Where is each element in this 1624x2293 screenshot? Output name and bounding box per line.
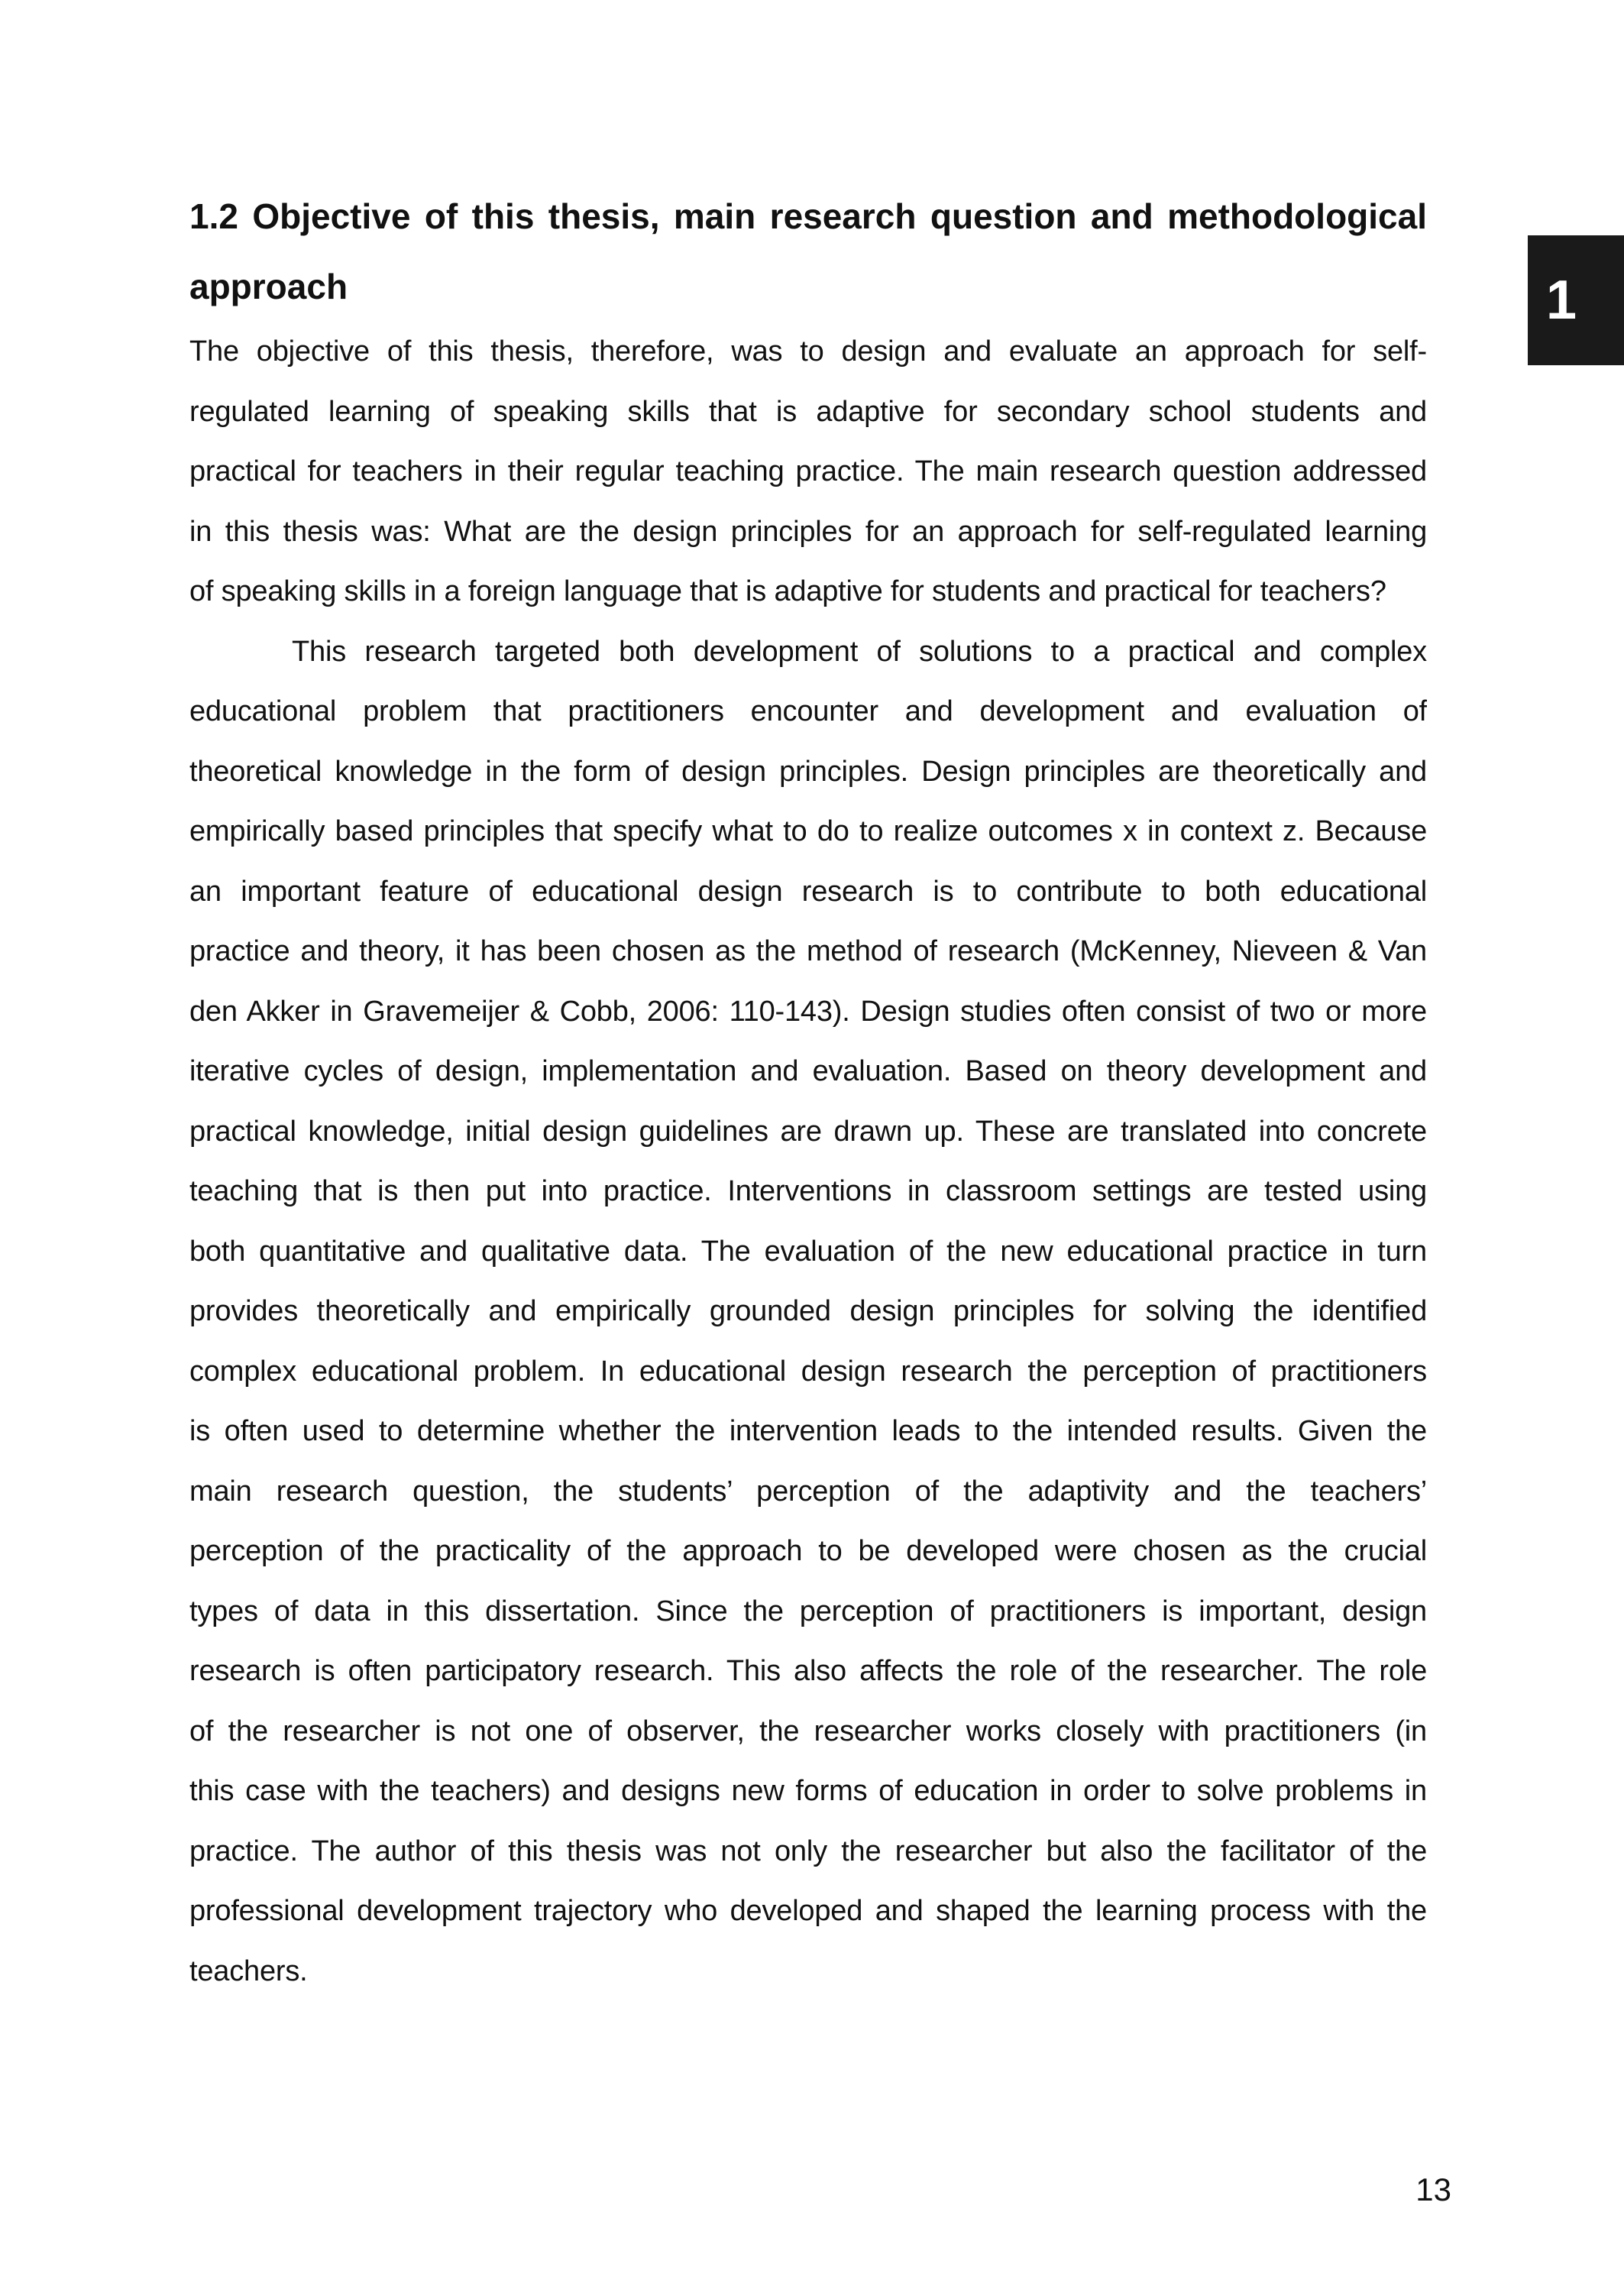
- body-line: den Akker in Gravemeijer & Cobb, 2006: 110-143). Design studies often consist of two or more: [189, 995, 1427, 1028]
- body-line: main research question, the students’ perception of the adaptivity and the teachers’: [189, 1475, 1427, 1508]
- body-line: of speaking skills in a foreign language that is adaptive for students and practical for teachers?: [189, 575, 1386, 607]
- body-line: theoretical knowledge in the form of design principles. Design principles are theoretically and: [189, 755, 1427, 788]
- section-heading-line-2: approach: [189, 267, 348, 306]
- chapter-tab: [1528, 235, 1624, 365]
- body-line: regulated learning of speaking skills that is adaptive for secondary school students and: [189, 395, 1427, 428]
- chapter-number: 1: [1545, 270, 1577, 331]
- body-line: types of data in this dissertation. Since the perception of practitioners is important, design: [189, 1595, 1427, 1627]
- section-heading-line-1: 1.2 Objective of this thesis, main research question and methodological: [189, 196, 1427, 236]
- body-line: practice. The author of this thesis was not only the researcher but also the facilitator of the: [189, 1835, 1427, 1867]
- body-line: practical for teachers in their regular teaching practice. The main research question addressed: [189, 455, 1427, 487]
- text-column: [189, 181, 1427, 2001]
- body-line: perception of the practicality of the approach to be developed were chosen as the crucial: [189, 1535, 1427, 1567]
- page-number: 13: [1415, 2172, 1451, 2207]
- body-line: educational problem that practitioners encounter and development and evaluation of: [189, 695, 1427, 727]
- body-line: practical knowledge, initial design guidelines are drawn up. These are translated into concrete: [189, 1115, 1427, 1148]
- body-line: this case with the teachers) and designs new forms of education in order to solve problems in: [189, 1775, 1427, 1807]
- body-line: teaching that is then put into practice. Interventions in classroom settings are tested using: [189, 1175, 1427, 1207]
- body-line: research is often participatory research. This also affects the role of the researcher. The role: [189, 1655, 1427, 1687]
- body-line: complex educational problem. In educational design research the perception of practitioners: [189, 1355, 1427, 1388]
- body-line: The objective of this thesis, therefore, was to design and evaluate an approach for self-: [189, 335, 1427, 368]
- body-line: This research targeted both development of solutions to a practical and complex: [292, 635, 1427, 668]
- body-line: an important feature of educational design research is to contribute to both educational: [189, 875, 1427, 908]
- body-line: iterative cycles of design, implementation and evaluation. Based on theory development and: [189, 1055, 1427, 1087]
- body-line: provides theoretically and empirically grounded design principles for solving the identified: [189, 1295, 1427, 1327]
- body-line: empirically based principles that specify what to do to realize outcomes x in context z. Because: [189, 815, 1427, 847]
- body-text: [189, 322, 1427, 2001]
- body-line: in this thesis was: What are the design principles for an approach for self-regulated learning: [189, 515, 1427, 548]
- section-heading: [189, 181, 1427, 322]
- body-line: both quantitative and qualitative data. The evaluation of the new educational practice in turn: [189, 1235, 1427, 1268]
- body-line: of the researcher is not one of observer, the researcher works closely with practitioners (in: [189, 1715, 1427, 1747]
- body-line: teachers.: [189, 1955, 308, 1987]
- body-line: practice and theory, it has been chosen as the method of research (McKenney, Nieveen & Van: [189, 935, 1427, 967]
- body-line: is often used to determine whether the intervention leads to the intended results. Given the: [189, 1415, 1427, 1447]
- body-line: professional development trajectory who developed and shaped the learning process with the: [189, 1895, 1427, 1927]
